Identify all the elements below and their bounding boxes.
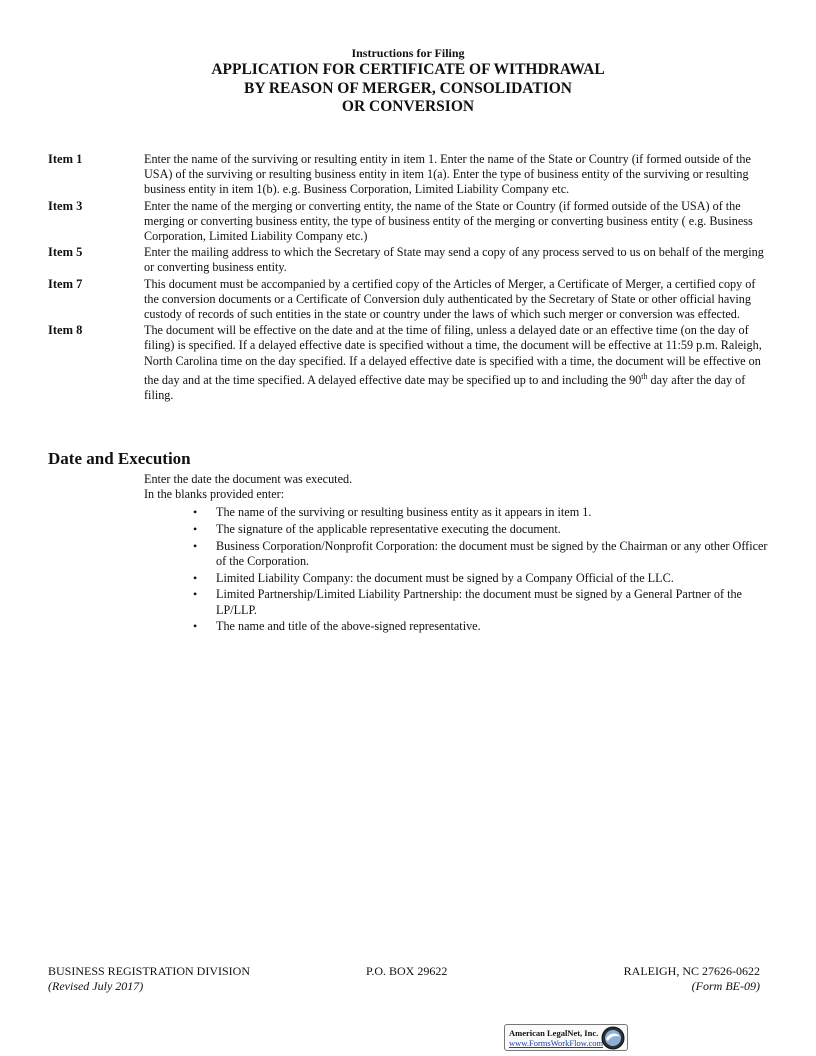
list-item bbox=[144, 571, 770, 586]
item-text: Enter the name of the merging or converting entity, the name of the State or Country (if formed outside of the USA) of the merging or converting business entity, the type of business entity of the merging or converting business entity ( e.g. Business Corporation, Limited Liability Company etc.) bbox=[144, 198, 753, 244]
bullet-icon: • bbox=[193, 522, 198, 537]
bullet-icon: • bbox=[193, 570, 198, 585]
bullet-icon: • bbox=[193, 505, 198, 520]
instruction-line: In the blanks provided enter: bbox=[144, 487, 285, 502]
item-row bbox=[48, 245, 770, 275]
item-text-part: day after the day of filing. bbox=[144, 372, 746, 403]
bullet-text: Business Corporation/Nonprofit Corporation: the document must be signed by the Chairman or any other Officer of the Corporation. bbox=[216, 538, 768, 569]
item-row bbox=[48, 277, 770, 323]
bullet-text: The name and title of the above-signed representative. bbox=[216, 619, 481, 634]
footer-row bbox=[48, 964, 760, 979]
item-row bbox=[48, 199, 770, 245]
item-row bbox=[48, 152, 770, 198]
item-text: Enter the mailing address to which the Secretary of State may send a copy of any process served to us on behalf of the merging or converting business entity. bbox=[144, 245, 764, 275]
item-label: Item 1 bbox=[48, 152, 83, 166]
po-box: P.O. BOX 29622 bbox=[366, 964, 448, 978]
revision-date: (Revised July 2017) bbox=[48, 978, 144, 993]
badge-company-name: American LegalNet, Inc. bbox=[509, 1028, 599, 1038]
badge-link[interactable]: www.FormsWorkFlow.com bbox=[509, 1038, 604, 1048]
item-label: Item 7 bbox=[48, 276, 83, 291]
form-number: (Form BE-09) bbox=[691, 978, 760, 993]
item-text: Enter the name of the surviving or resulting entity in item 1. Enter the name of the State or Country (if formed outside of the USA) of the surviving or resulting business entity in item 1(a). Enter the type of business entity of the surviving or resulting business entity in item 1(b). e.g. Business Corporation, Limited Liability Company etc. bbox=[144, 152, 751, 197]
item-text: This document must be accompanied by a certified copy of the Articles of Merger, a Certificate of Merger, a certified copy of the conversion documents or a Certificate of Conversion duly authenticated by the Secretary of State or other official having custody of records of such entities in the state or country under the laws of which such merger or conversion was effected. bbox=[144, 276, 756, 322]
list-item bbox=[144, 587, 770, 617]
footer-row bbox=[48, 979, 760, 994]
section-heading: Date and Execution bbox=[48, 449, 191, 468]
legalnet-badge[interactable] bbox=[504, 1024, 628, 1051]
item-text bbox=[144, 323, 770, 403]
bullet-icon: • bbox=[193, 587, 198, 602]
item-instructions bbox=[48, 152, 770, 404]
bullet-icon: • bbox=[193, 619, 198, 634]
bullet-text: The name of the surviving or resulting business entity as it appears in item 1. bbox=[216, 505, 592, 520]
title-line-3: OR CONVERSION bbox=[341, 98, 475, 115]
list-item bbox=[144, 619, 770, 634]
item-label: Item 8 bbox=[48, 323, 83, 338]
instruction-line: Enter the date the document was executed. bbox=[144, 472, 353, 486]
pre-title: Instructions for Filing bbox=[351, 46, 465, 60]
item-label: Item 5 bbox=[48, 245, 83, 260]
title-line-2: BY REASON OF MERGER, CONSOLIDATION bbox=[244, 79, 572, 97]
list-item bbox=[144, 505, 770, 520]
globe-swirl-icon bbox=[601, 1026, 625, 1050]
city-zip: RALEIGH, NC 27626-0622 bbox=[623, 964, 760, 978]
list-item bbox=[144, 539, 770, 569]
item-row bbox=[48, 323, 770, 403]
bullet-icon: • bbox=[193, 538, 198, 553]
item-label: Item 3 bbox=[48, 198, 83, 213]
bullet-text: Limited Liability Company: the document must be signed by a Company Official of the LLC. bbox=[216, 570, 674, 585]
item-text-part: The document will be effective on the date and at the time of filing, unless a delayed date or an effective time (on the day of filing) is specified. If a delayed effective date is specified without a time, the document will be effective at 11:59 p.m. Raleigh, North Carolina time on the day specified. If a delayed effective date is specified with a time, the document will be effective on the day and at the time specified. A delayed effective date may be specified up to and including the 90 bbox=[144, 323, 762, 387]
document-header bbox=[0, 46, 816, 117]
bullet-text: The signature of the applicable representative executing the document. bbox=[216, 522, 561, 537]
bullet-text: Limited Partnership/Limited Liability Partnership: the document must be signed by a General Partner of the LP/LLP. bbox=[216, 587, 742, 617]
title-line-1: APPLICATION FOR CERTIFICATE OF WITHDRAWAL bbox=[211, 61, 605, 78]
ordinal-suffix: th bbox=[641, 371, 648, 381]
date-execution-body bbox=[144, 472, 770, 636]
bullet-list bbox=[144, 505, 770, 634]
division-name: BUSINESS REGISTRATION DIVISION bbox=[48, 964, 251, 978]
list-item bbox=[144, 522, 770, 537]
document-footer bbox=[48, 964, 760, 993]
